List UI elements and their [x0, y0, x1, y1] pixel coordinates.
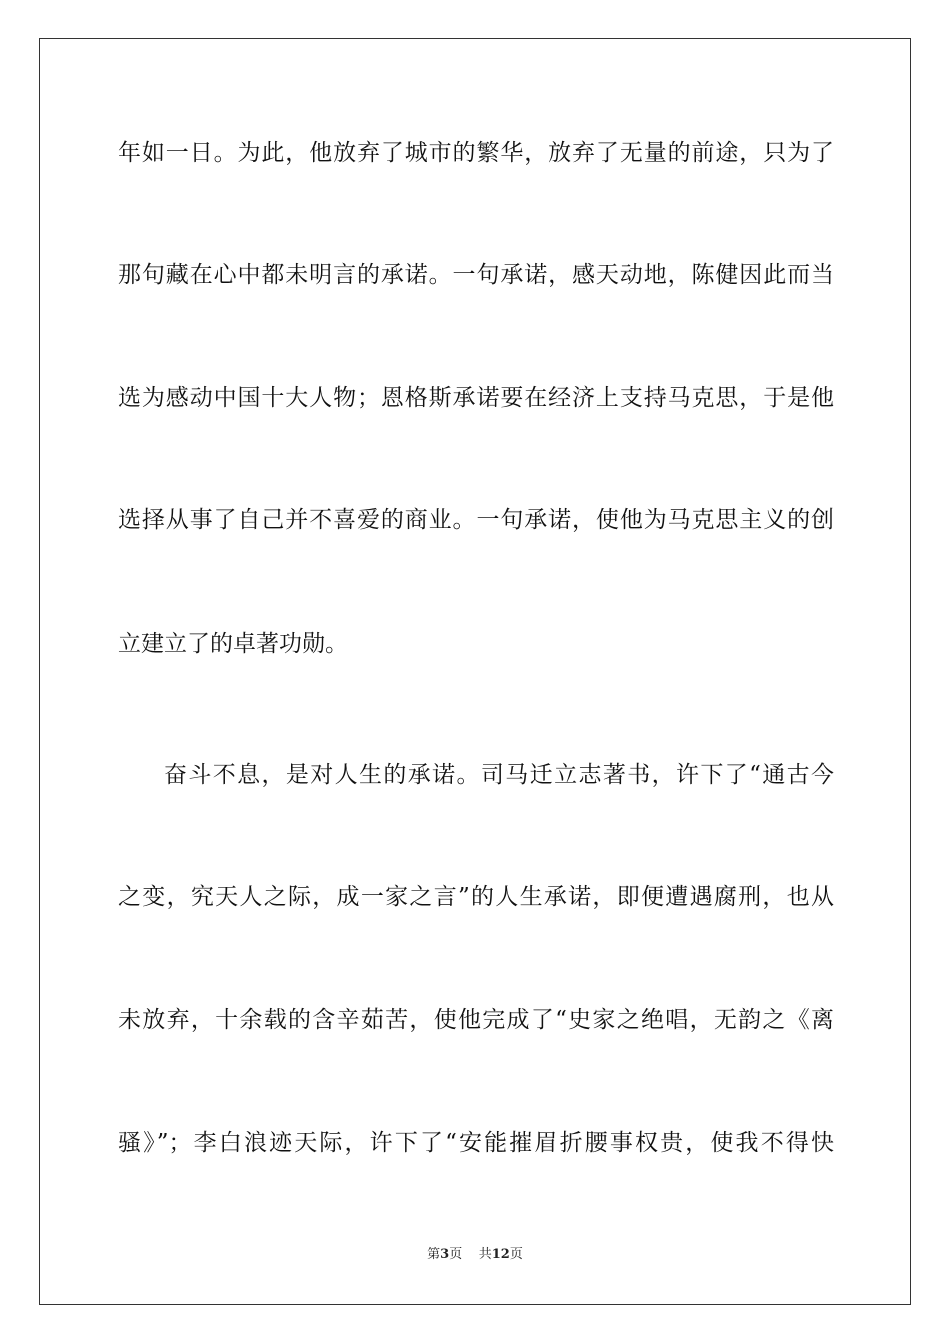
text-line-1: 年如一日。为此，他放弃了城市的繁华，放弃了无量的前途，只为了 — [118, 140, 834, 166]
footer-page-number: 3 — [440, 1247, 450, 1262]
page-border — [39, 38, 911, 1305]
text-line-9: 骚》”；李白浪迹天际，许下了“安能摧眉折腰事权贵，使我不得快 — [118, 1130, 834, 1156]
footer-total-pages: 12 — [491, 1247, 510, 1262]
page-footer — [0, 1246, 950, 1264]
footer-page-suffix: 页 — [449, 1247, 463, 1262]
text-line-3: 选为感动中国十大人物；恩格斯承诺要在经济上支持马克思，于是他 — [118, 385, 834, 411]
footer-total-prefix: 共 — [478, 1247, 492, 1262]
text-line-7: 之变，究天人之际，成一家之言”的人生承诺，即便遭遇腐刑，也从 — [118, 884, 834, 910]
text-line-6: 奋斗不息，是对人生的承诺。司马迁立志著书，许下了“通古今 — [164, 762, 834, 788]
footer-total-suffix: 页 — [509, 1247, 523, 1262]
text-line-4: 选择从事了自己并不喜爱的商业。一句承诺，使他为马克思主义的创 — [118, 507, 834, 533]
footer-page-prefix: 第 — [427, 1247, 441, 1262]
text-line-5: 立建立了的卓著功勋。 — [118, 631, 348, 657]
text-line-8: 未放弃，十余载的含辛茹苦，使他完成了“史家之绝唱，无韵之《离 — [118, 1007, 834, 1033]
text-line-2: 那句藏在心中都未明言的承诺。一句承诺，感天动地，陈健因此而当 — [118, 262, 834, 288]
